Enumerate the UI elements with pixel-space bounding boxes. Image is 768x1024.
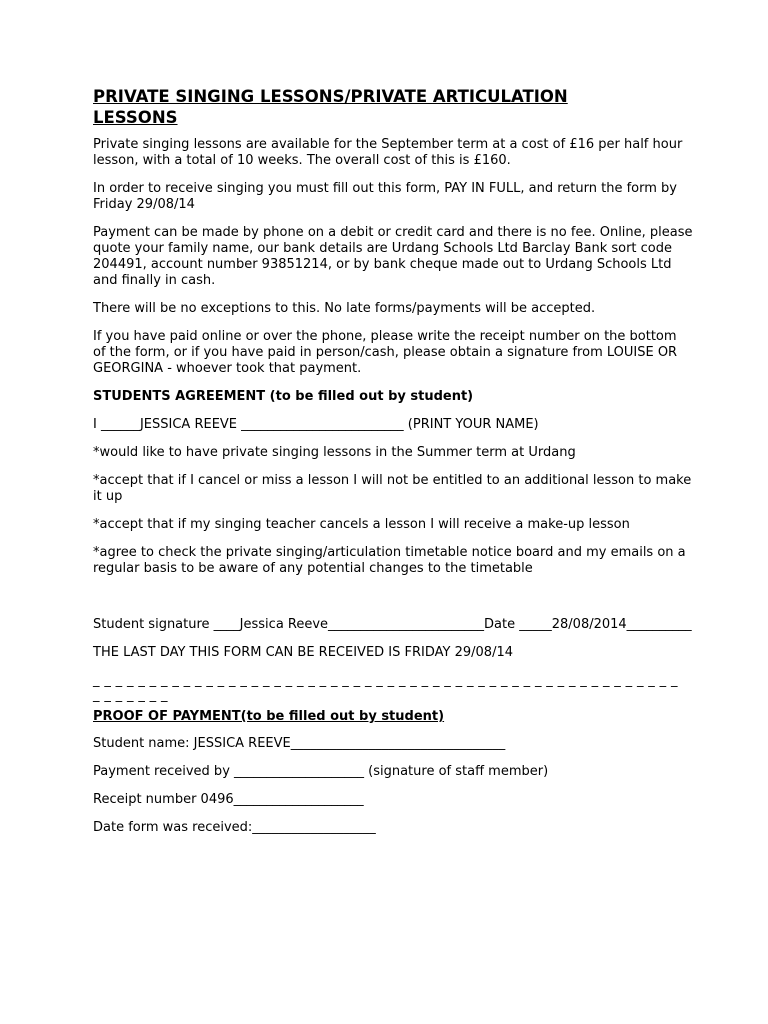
blank-space [93,589,693,617]
agreement-item: *accept that if I cancel or miss a lesson I will not be entitled to an additional lesson to make it up [93,473,692,504]
agreement-item: *agree to check the private singing/articulation timetable notice board and my emails on a regular basis to be aware of any potential changes to the timetable [93,545,686,576]
agreement-item: *would like to have private singing lessons in the Summer term at Urdang [93,445,576,460]
agreement-item: *accept that if my singing teacher cancels a lesson I will receive a make-up lesson [93,517,630,532]
document-title: PRIVATE SINGING LESSONS/PRIVATE ARTICULATION LESSONS [93,87,568,127]
signature-line: Student signature ____Jessica Reeve________________________Date _____28/08/2014__________ [93,617,692,632]
deadline-line: THE LAST DAY THIS FORM CAN BE RECEIVED IS FRIDAY 29/08/14 [93,645,513,660]
payment-paragraph: Payment can be made by phone on a debit or credit card and there is no fee. Online, please quote your family name, our bank details are Urdang Schools Ltd Barclay Bank sort code 204491, account number 93851214, or by bank cheque made out to Urdang Schools Ltd and finally in cash. [93,225,693,288]
document-page [93,86,693,848]
receipt-paragraph: If you have paid online or over the phone, please write the receipt number on the bottom of the form, or if you have paid in person/cash, please obtain a signature from LOUISE OR GEORGINA - whoever took that payment. [93,329,678,376]
agreement-name-line: I ______JESSICA REEVE _________________________ (PRINT YOUR NAME) [93,417,539,432]
student-name-field: Student name: JESSICA REEVE_________________________________ [93,736,506,751]
receipt-number-field: Receipt number 0496____________________ [93,792,364,807]
no-exceptions-paragraph: There will be no exceptions to this. No late forms/payments will be accepted. [93,301,596,316]
cut-line-divider: _ _ _ _ _ _ _ _ _ _ _ _ _ _ _ _ _ _ _ _ _ _ _ _ _ _ _ _ _ _ _ _ _ _ _ _ _ _ _ _ _ _ _ _ _ _ _ _ _ _ _ _ _ _ _ _ _ _ _ [93,673,678,703]
agreement-heading: STUDENTS AGREEMENT (to be filled out by student) [93,389,474,404]
intro-paragraph-2: In order to receive singing you must fill out this form, PAY IN FULL, and return the form by Friday 29/08/14 [93,181,677,212]
intro-paragraph-1: Private singing lessons are available for the September term at a cost of £16 per half hour lesson, with a total of 10 weeks. The overall cost of this is £160. [93,137,683,168]
date-received-field: Date form was received:___________________ [93,820,376,835]
payment-received-field: Payment received by ____________________ (signature of staff member) [93,764,549,779]
proof-heading: PROOF OF PAYMENT(to be filled out by student) [93,709,445,724]
